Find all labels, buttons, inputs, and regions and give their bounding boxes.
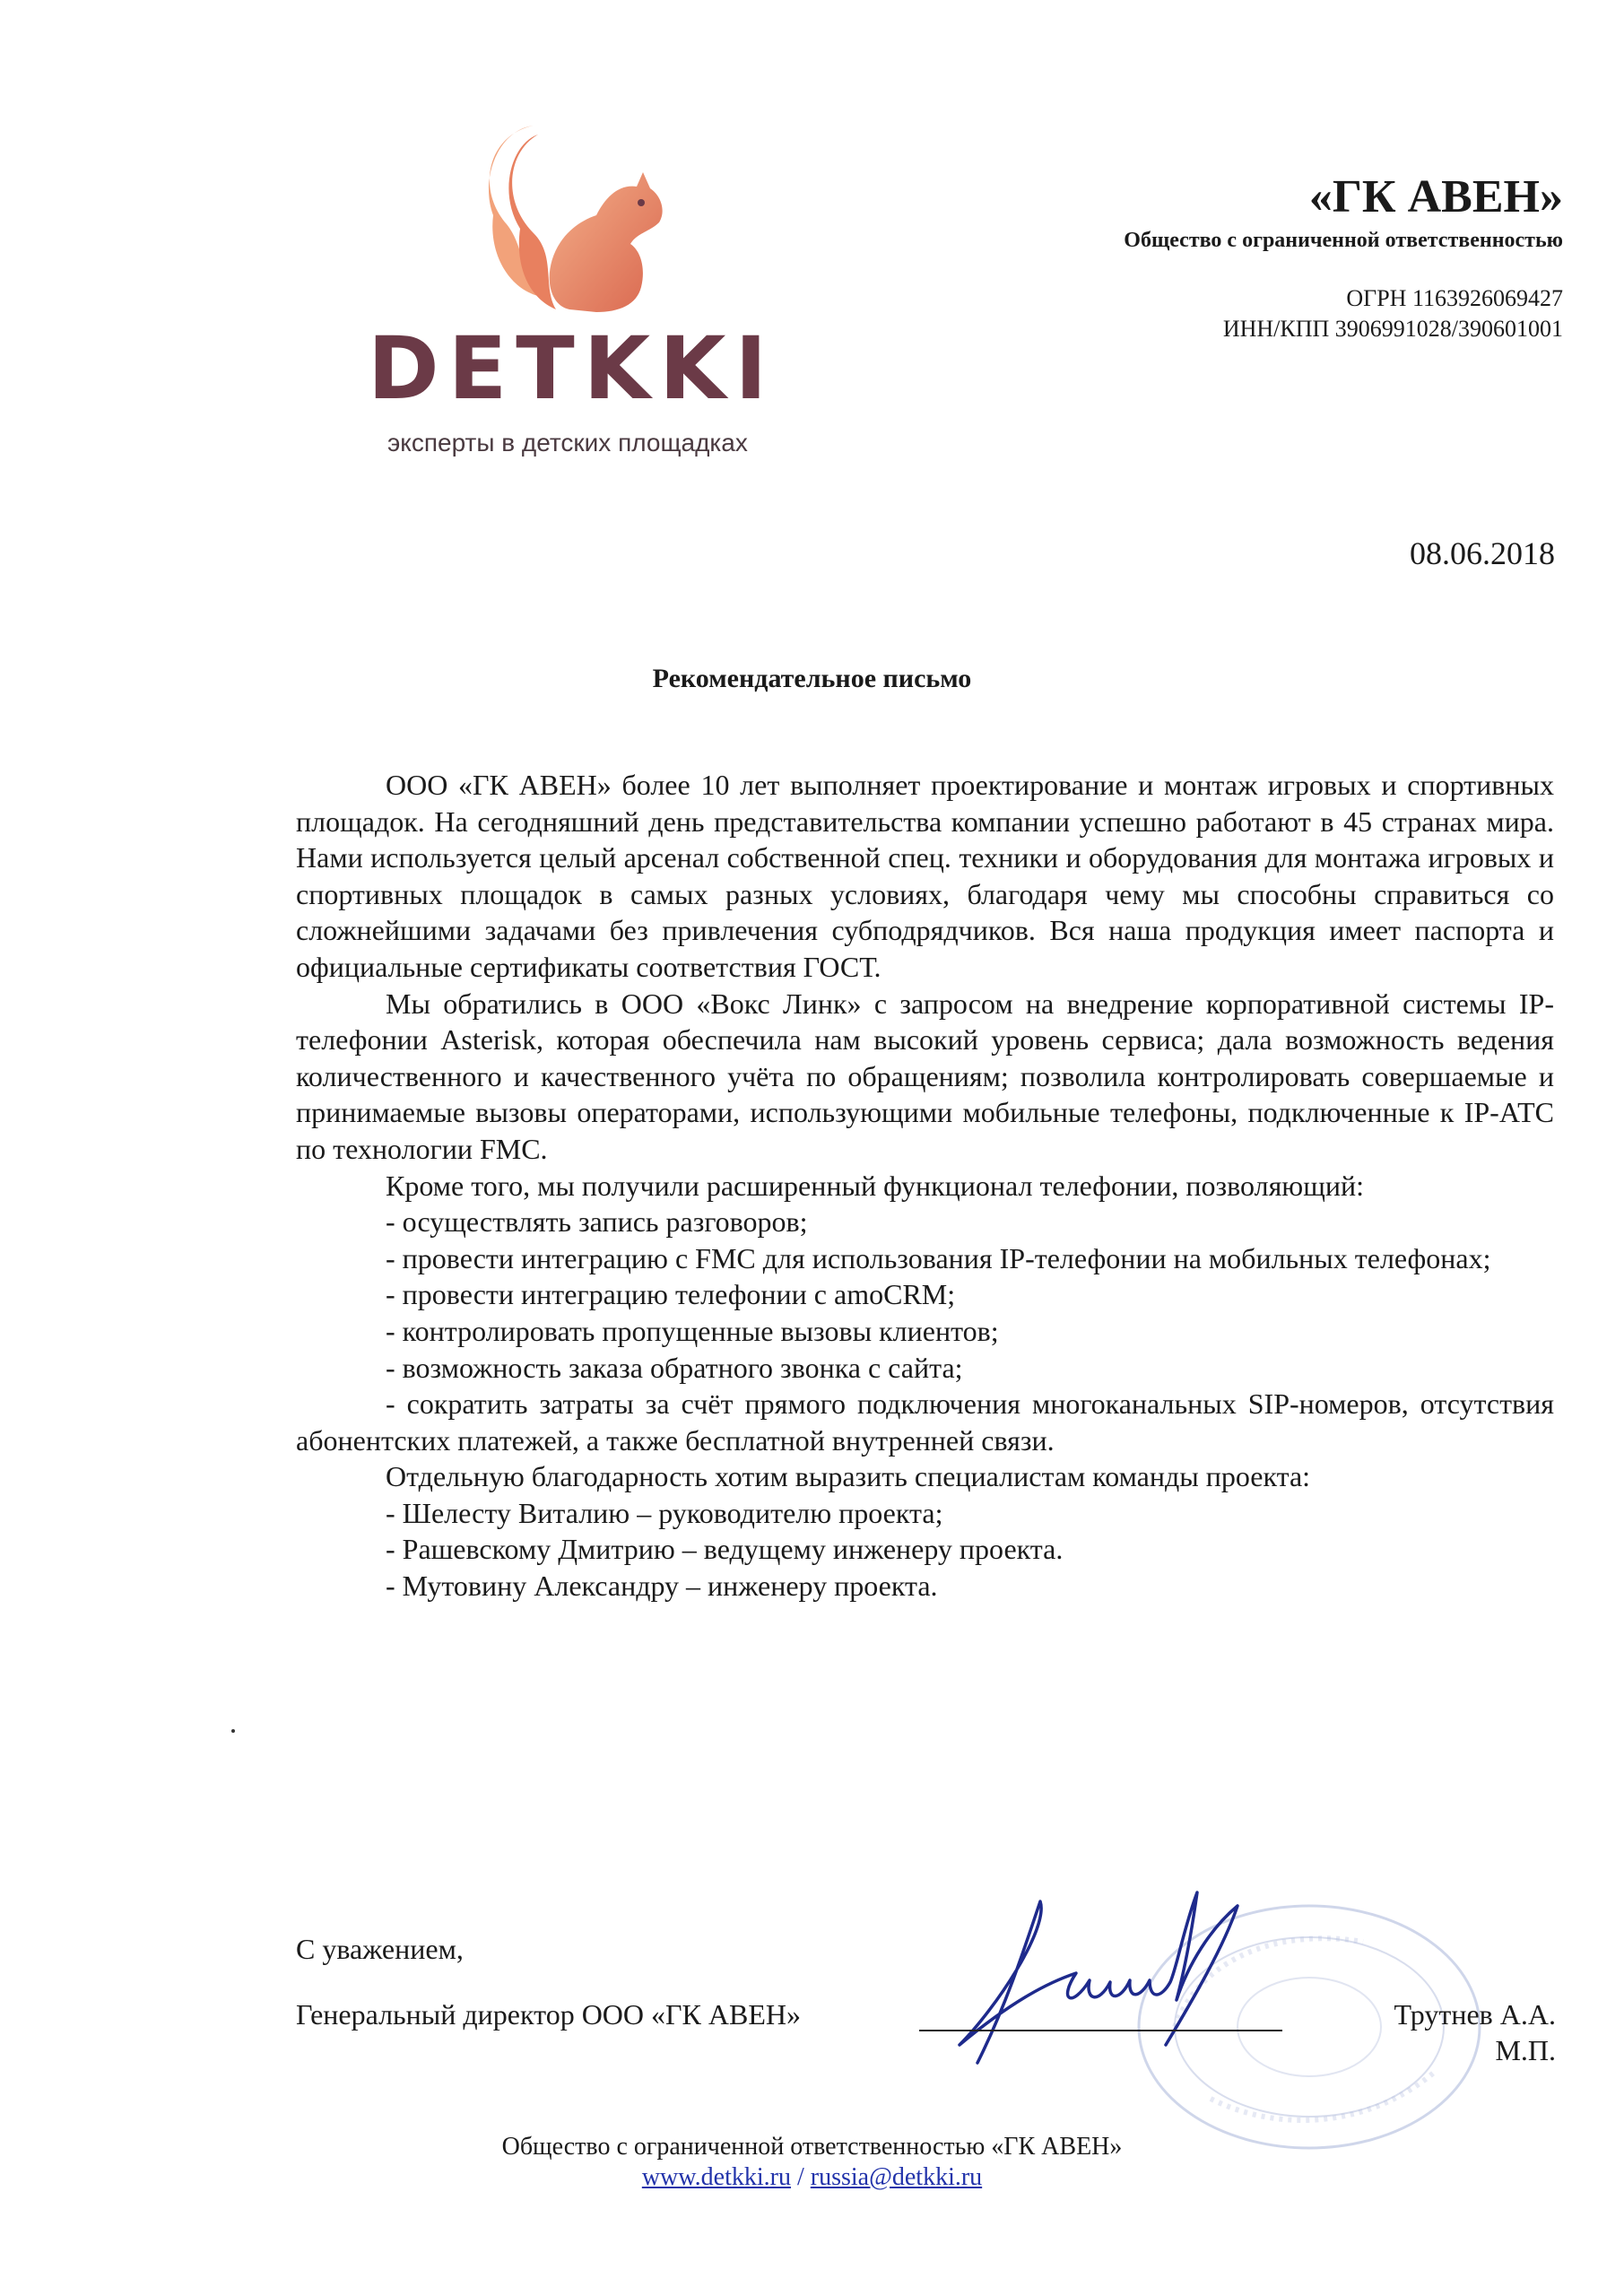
company-ogrn: ОГРН 1163926069427 bbox=[1346, 285, 1563, 311]
body-paragraph: Мы обратились в ООО «Вокс Линк» с запросом на внедрение корпоративной системы IP-телефонии Asterisk, которая обеспечила нам высокий уровень сервиса; дала возможность ведения количественного и качественного учёта по обращениям; позволила контролировать совершаемые и принимаемые вызовы операторами, использующими мобильные телефоны, подключенные к IP-АТС по технологии FMC. bbox=[296, 987, 1554, 1165]
body-paragraph: ООО «ГК АВЕН» более 10 лет выполняет проектирование и монтаж игровых и спортивных площадок. На сегодняшний день представительства компании успешно работают в 45 странах мира. Нами используется целый арсенал собственной спец. техники и оборудования для монтажа игровых и спортивных площадок в самых разных условиях, благодаря чему мы способны справиться со сложнейшими задачами без привлечения субподрядчиков. Вся наша продукция имеет паспорта и официальные сертификаты соответствия ГОСТ. bbox=[296, 769, 1554, 983]
feature-item: - сократить затраты за счёт прямого подключения многоканальных SIP-номеров, отсутствия абонентских платежей, а также бесплатной внутренней связи. bbox=[296, 1387, 1554, 1457]
thanks-intro: Отдельную благодарность хотим выразить специалистам команды проекта: bbox=[386, 1460, 1311, 1493]
email-link[interactable]: russia@detkki.ru bbox=[810, 2163, 983, 2191]
signature-icon bbox=[942, 1874, 1282, 2081]
feature-item: - контролировать пропущенные вызовы клиентов; bbox=[386, 1314, 999, 1347]
body-paragraph: Кроме того, мы получили расширенный функционал телефонии, позволяющий: bbox=[386, 1169, 1364, 1202]
letter-body bbox=[296, 767, 1554, 1605]
feature-item: - провести интеграцию телефонии с amoCRM; bbox=[386, 1278, 956, 1311]
team-member: - Шелесту Виталию – руководителю проекта; bbox=[386, 1496, 943, 1529]
website-link[interactable]: www.detkki.ru bbox=[641, 2163, 791, 2191]
letter-title: Рекомендательное письмо bbox=[652, 664, 972, 693]
brand-tagline: эксперты в детских площадках bbox=[387, 429, 748, 457]
letter-date: 08.06.2018 bbox=[1410, 535, 1555, 571]
signer-name: Трутнев А.А. bbox=[1394, 1998, 1556, 2031]
closing-regards: С уважением, bbox=[296, 1933, 464, 1965]
squirrel-logo-icon bbox=[471, 117, 668, 323]
footer-company: Общество с ограниченной ответственностью «ГК АВЕН» bbox=[501, 2133, 1123, 2161]
company-legal-form: Общество с ограниченной ответственностью bbox=[1124, 229, 1563, 252]
feature-item: - осуществлять запись разговоров; bbox=[386, 1205, 808, 1239]
company-name: «ГК АВЕН» bbox=[1308, 171, 1563, 222]
feature-item: - возможность заказа обратного звонка с сайта; bbox=[386, 1351, 963, 1384]
scan-speck bbox=[231, 1729, 235, 1733]
company-inn-kpp: ИНН/КПП 3906991028/390601001 bbox=[1222, 316, 1563, 342]
link-separator: / bbox=[790, 2163, 811, 2191]
team-member: - Рашевскому Дмитрию – ведущему инженеру проекта. bbox=[386, 1533, 1064, 1566]
brand-wordmark: DETKKI bbox=[368, 318, 777, 419]
feature-item: - провести интеграцию с FMC для использования IP-телефонии на мобильных телефонах; bbox=[386, 1241, 1491, 1274]
signature-line bbox=[919, 2030, 1282, 2031]
footer-links bbox=[0, 2163, 1624, 2192]
stamp-place-label: М.П. bbox=[1495, 2034, 1556, 2066]
team-member: - Мутовину Александру – инженеру проекта. bbox=[386, 1570, 938, 1603]
signer-position: Генеральный директор ООО «ГК АВЕН» bbox=[296, 1998, 801, 2031]
